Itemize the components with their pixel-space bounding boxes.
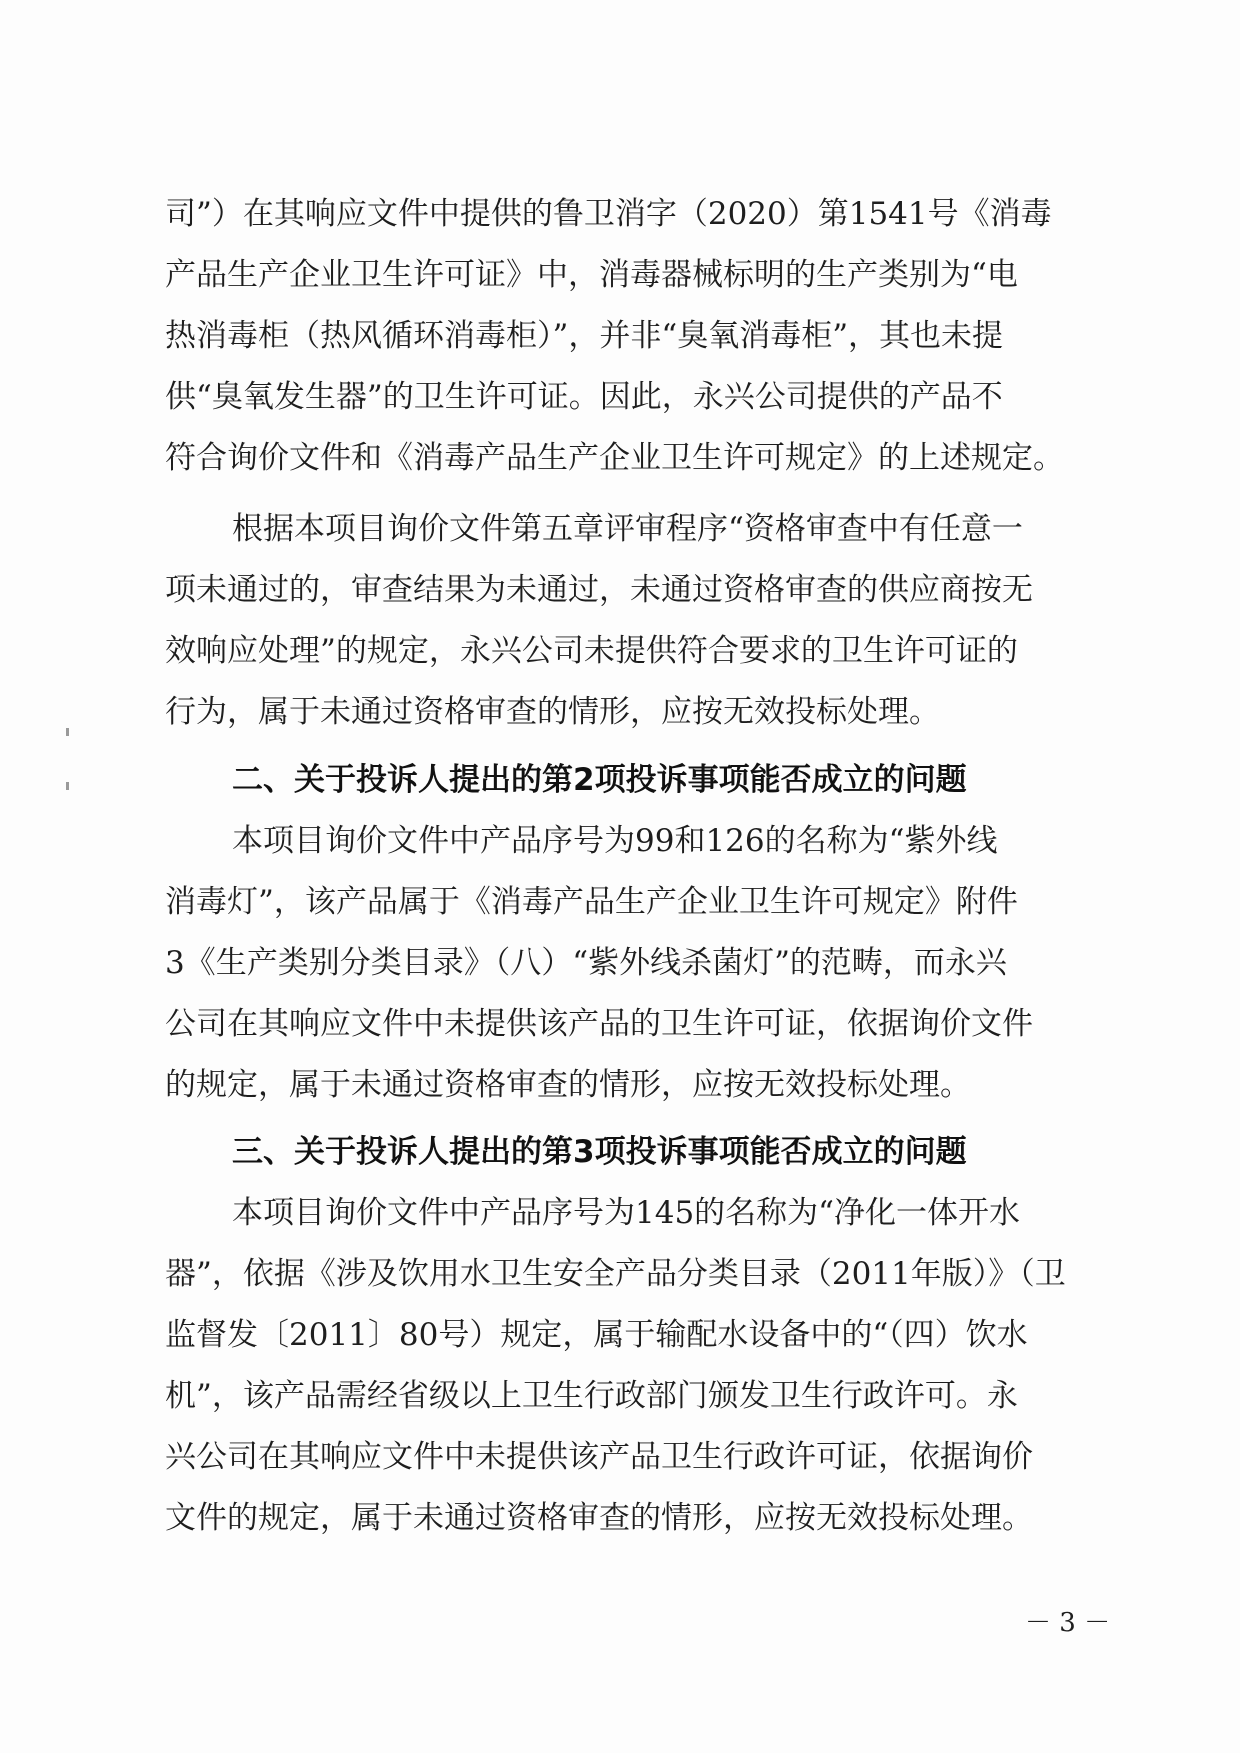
body-text-line: 3《生产类别分类目录》（八）“紫外线杀菌灯”的范畴，而永兴 [165,945,1007,981]
body-text-line: 供“臭氧发生器”的卫生许可证。因此，永兴公司提供的产品不 [165,379,1003,415]
body-text-line: 行为，属于未通过资格审查的情形，应按无效投标处理。 [165,694,940,730]
body-text-line: 效响应处理”的规定，永兴公司未提供符合要求的卫生许可证的 [165,633,1018,669]
body-text-line: 机”，该产品需经省级以上卫生行政部门颁发卫生行政许可。永 [165,1378,1018,1414]
section-heading: 二、关于投诉人提出的第2项投诉事项能否成立的问题 [232,762,967,798]
body-text-line: 项未通过的，审查结果为未通过，未通过资格审查的供应商按无 [165,572,1033,608]
body-text-line: 热消毒柜（热风循环消毒柜）”，并非“臭氧消毒柜”，其也未提 [165,318,1004,354]
body-text-line: 本项目询价文件中产品序号为145的名称为“净化一体开水 [232,1195,1021,1231]
body-text-line: 消毒灯”，该产品属于《消毒产品生产企业卫生许可规定》附件 [165,884,1018,920]
body-text-line: 器”，依据《涉及饮用水卫生安全产品分类目录（2011年版）》（卫 [165,1256,1066,1292]
body-text-line: 符合询价文件和《消毒产品生产企业卫生许可规定》的上述规定。 [165,440,1064,476]
section-heading: 三、关于投诉人提出的第3项投诉事项能否成立的问题 [232,1134,967,1170]
body-text-line: 的规定，属于未通过资格审查的情形，应按无效投标处理。 [165,1067,971,1103]
body-text-line: 本项目询价文件中产品序号为99和126的名称为“紫外线 [232,823,998,859]
body-text-line: 公司在其响应文件中未提供该产品的卫生许可证，依据询价文件 [165,1006,1033,1042]
body-text-line: 产品生产企业卫生许可证》中，消毒器械标明的生产类别为“电 [165,257,1018,293]
body-text-line: 文件的规定，属于未通过资格审查的情形，应按无效投标处理。 [165,1500,1033,1536]
scan-edge-mark [66,728,69,736]
page-number: － 3 － [1025,1608,1111,1638]
scan-edge-mark [66,782,69,790]
body-text-line: 根据本项目询价文件第五章评审程序“资格审查中有任意一 [232,511,1023,547]
body-text-line: 监督发〔2011〕80号）规定，属于输配水设备中的“（四）饮水 [165,1317,1028,1353]
body-text-line: 司”）在其响应文件中提供的鲁卫消字（2020）第1541号《消毒 [165,196,1052,232]
body-text-line: 兴公司在其响应文件中未提供该产品卫生行政许可证，依据询价 [165,1439,1033,1475]
